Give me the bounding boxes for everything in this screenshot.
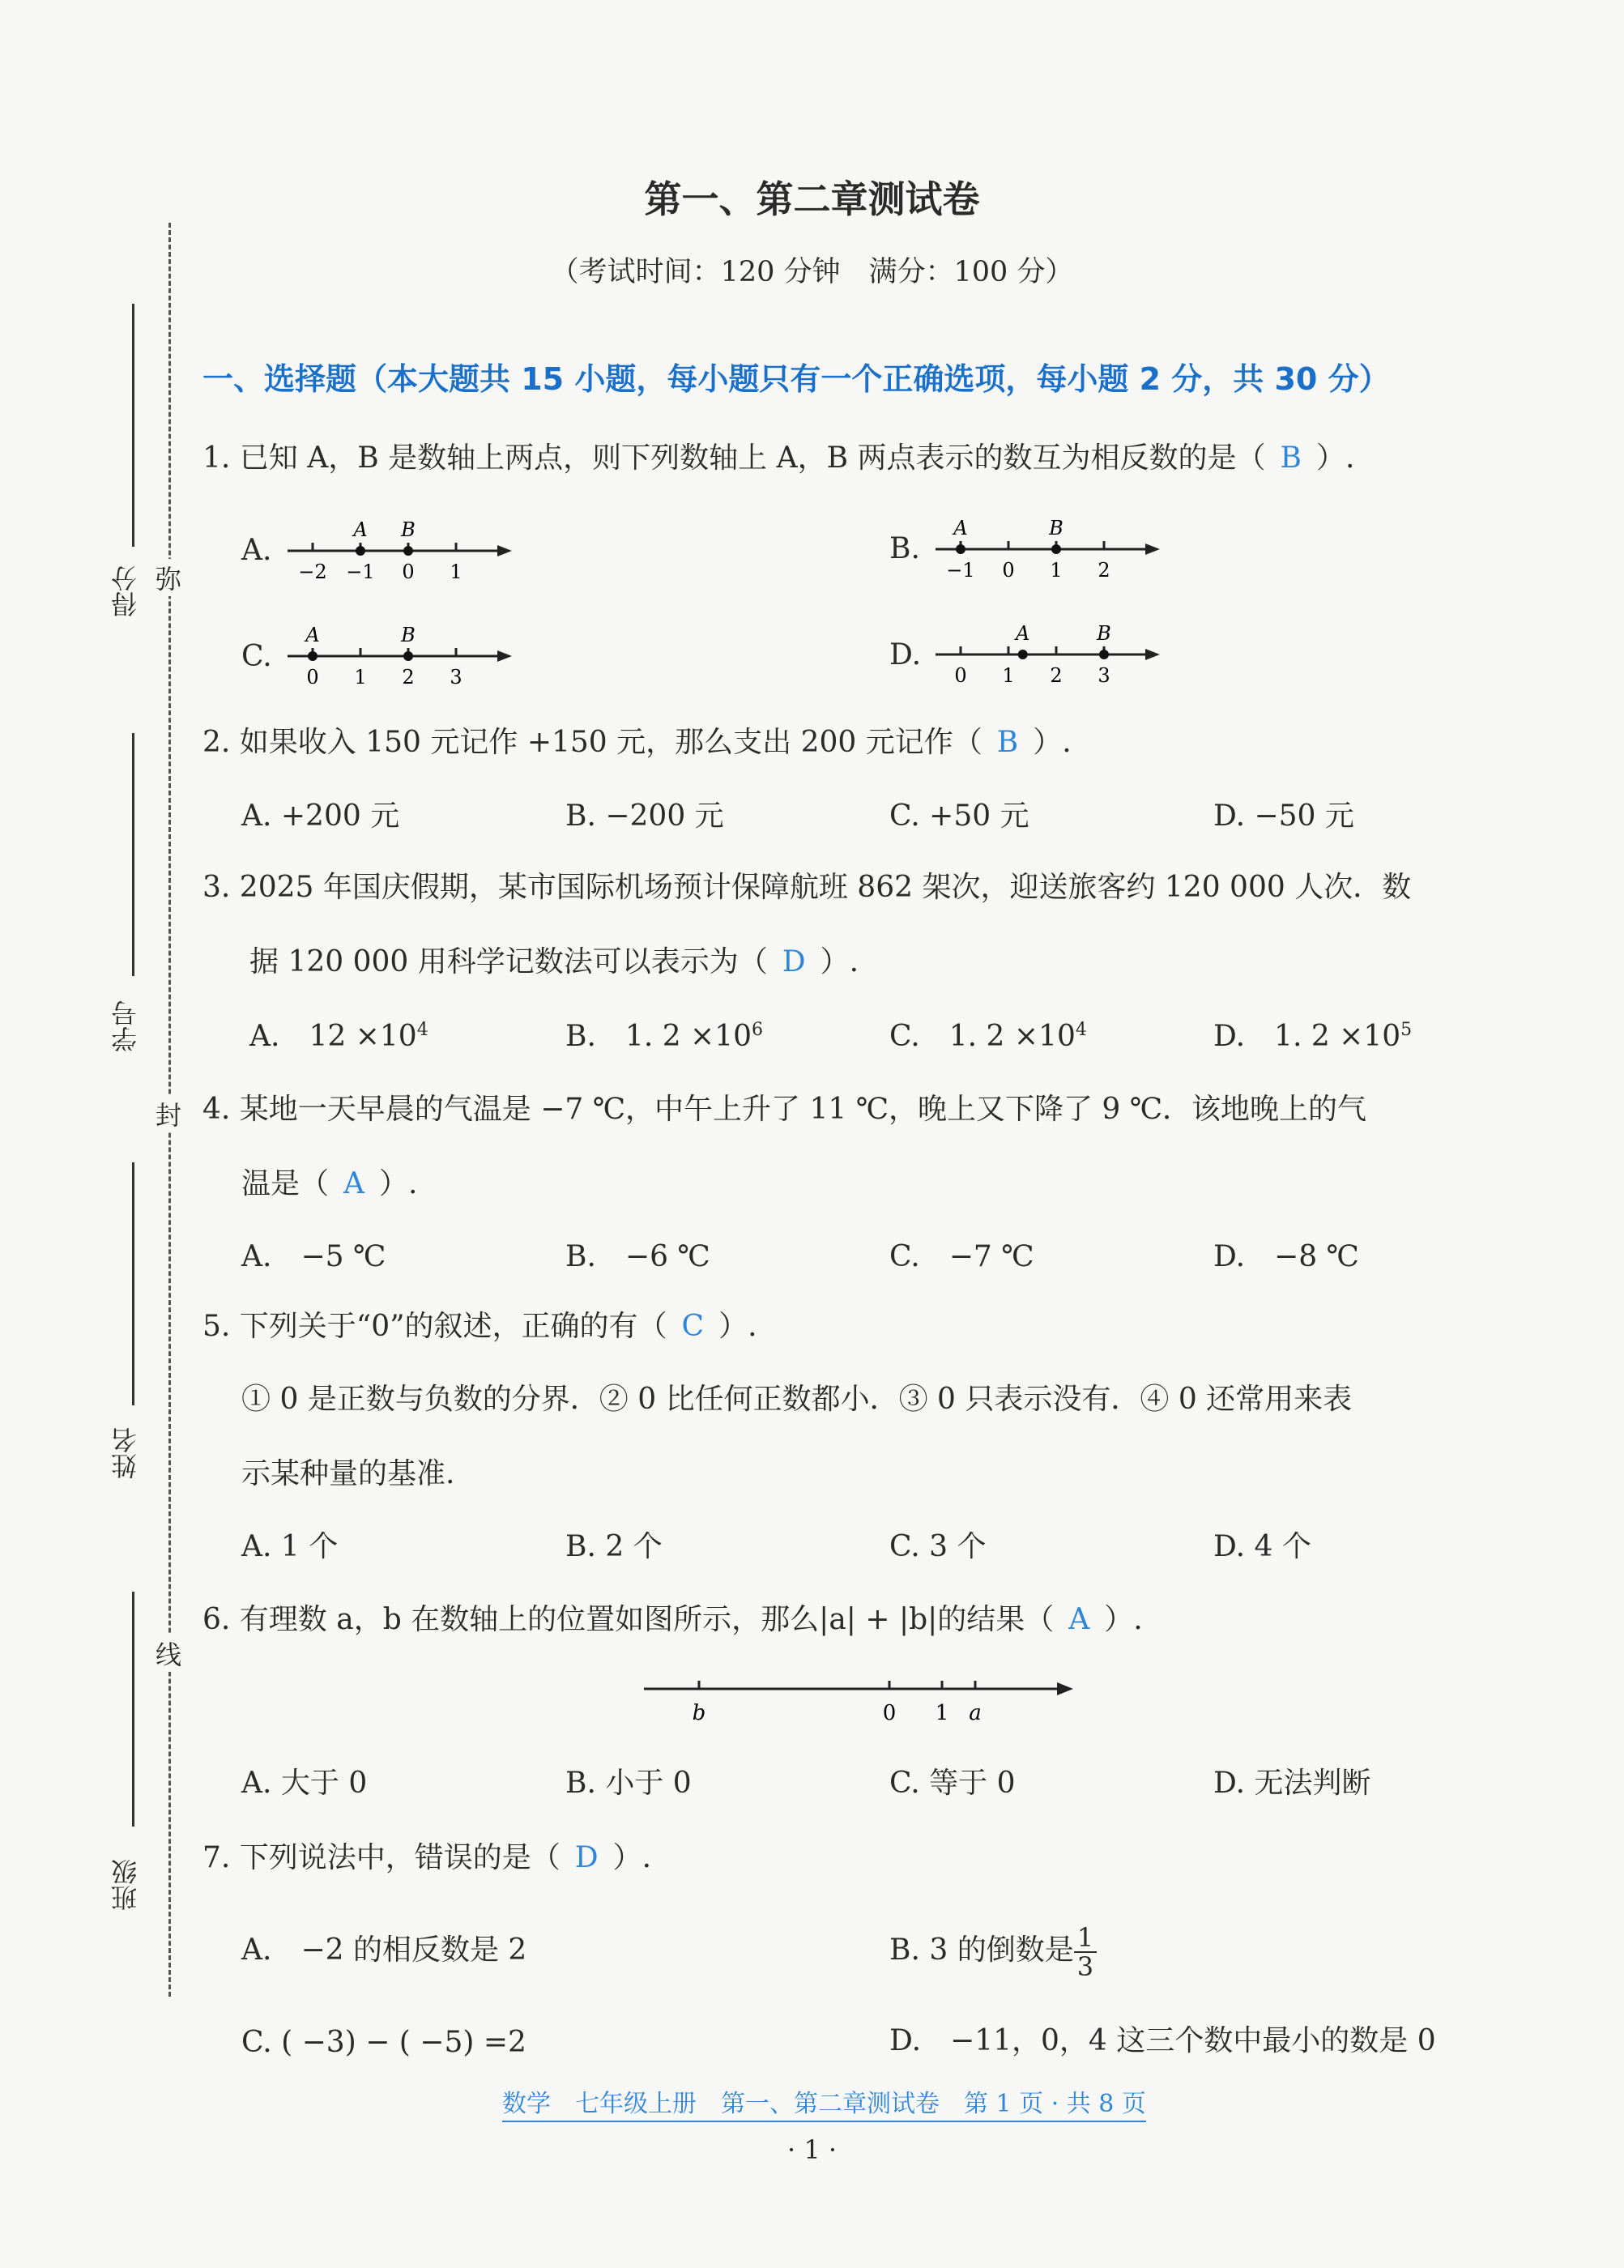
q5-option-d: D. 4 个 bbox=[1213, 1530, 1311, 1563]
q3-option-d-exp: 5 bbox=[1400, 1020, 1413, 1040]
tick-label: −1 bbox=[946, 559, 975, 582]
q3-option-b bbox=[565, 1017, 763, 1056]
name-label: 姓名 bbox=[110, 1427, 141, 1479]
point-b bbox=[403, 546, 413, 556]
question-1-stem-end: ）. bbox=[1315, 441, 1355, 475]
tick-label: 3 bbox=[450, 666, 462, 688]
point-b bbox=[1099, 650, 1109, 659]
point-a bbox=[956, 544, 965, 554]
question-2-stem-end: ）. bbox=[1033, 726, 1072, 759]
question-5-answer: C bbox=[681, 1310, 705, 1343]
q1-option-c-label: C. bbox=[241, 640, 272, 673]
class-label: 班级 bbox=[110, 1859, 141, 1911]
tick-label: 1 bbox=[1002, 664, 1015, 687]
question-7 bbox=[202, 1839, 651, 1878]
tick-label: 0 bbox=[1002, 559, 1015, 582]
tick-label: 1 bbox=[354, 666, 367, 688]
question-5 bbox=[202, 1307, 757, 1346]
q6-option-a: A. 大于 0 bbox=[241, 1767, 368, 1800]
q1-option-d-label: D. bbox=[889, 638, 922, 671]
question-6-stem-end: ）. bbox=[1104, 1603, 1143, 1636]
q3-option-b-base: 1. 2 ×10 bbox=[624, 1020, 752, 1053]
student-id-label: 学号 bbox=[110, 1000, 141, 1052]
q6-option-b: B. 小于 0 bbox=[565, 1767, 692, 1800]
q5-option-c: C. 3 个 bbox=[889, 1530, 987, 1563]
q1-option-b-numberline bbox=[931, 510, 1166, 583]
question-4-line2 bbox=[241, 1165, 417, 1204]
question-6-stem: 6. 有理数 a，b 在数轴上的位置如图所示，那么|a| + |b|的结果（ bbox=[202, 1603, 1055, 1636]
question-4-answer: A bbox=[343, 1167, 365, 1200]
point-label-b: B bbox=[401, 624, 416, 646]
tick-label: 2 bbox=[1098, 559, 1110, 582]
question-7-stem: 7. 下列说法中，错误的是（ bbox=[202, 1841, 561, 1874]
point-b bbox=[403, 651, 413, 661]
q3-option-a-base: 12 ×10 bbox=[309, 1020, 417, 1053]
q4-option-d: D. −8 ℃ bbox=[1213, 1240, 1359, 1273]
fraction-numerator: 1 bbox=[1074, 1924, 1097, 1953]
q2-option-c: C. +50 元 bbox=[889, 799, 1029, 833]
tick-label-0: 0 bbox=[882, 1701, 897, 1725]
q1-option-b-label: B. bbox=[889, 532, 920, 565]
axis-arrow bbox=[497, 650, 512, 662]
question-5-stem-end: ）. bbox=[718, 1310, 757, 1343]
tick-label: 0 bbox=[306, 666, 319, 688]
q3-option-a-exp: 4 bbox=[416, 1020, 428, 1040]
point-label-a: A bbox=[305, 624, 320, 646]
q5-option-a: A. 1 个 bbox=[241, 1530, 339, 1563]
fraction-denominator: 3 bbox=[1076, 1951, 1094, 1982]
question-2 bbox=[202, 723, 1072, 762]
tick-label-a: a bbox=[969, 1701, 982, 1725]
page-number: · 1 · bbox=[786, 2134, 838, 2165]
point-b bbox=[1051, 544, 1061, 554]
question-6 bbox=[202, 1601, 1143, 1639]
point-a bbox=[1018, 650, 1028, 659]
q3-option-d-label: D. bbox=[1213, 1020, 1246, 1053]
point-label-b: B bbox=[1049, 517, 1063, 539]
q4-option-a: A. −5 ℃ bbox=[241, 1240, 386, 1273]
question-5-stem: 5. 下列关于“0”的叙述，正确的有（ bbox=[202, 1310, 667, 1343]
score-line bbox=[132, 304, 134, 547]
question-3-stem: 据 120 000 用科学记数法可以表示为（ bbox=[249, 945, 768, 978]
q7-option-b-text: B. 3 的倒数是 bbox=[889, 1933, 1074, 1967]
question-4-line1: 4. 某地一天早晨的气温是 −7 ℃，中午上升了 11 ℃，晚上又下降了 9 ℃．该地晚上的气 bbox=[202, 1093, 1367, 1126]
question-7-stem-end: ）. bbox=[612, 1841, 652, 1874]
score-label: 得分 bbox=[110, 565, 141, 617]
question-3-line1: 3. 2025 年国庆假期，某市国际机场预计保障航班 862 架次，迎送旅客约 120 000 人次．数 bbox=[202, 871, 1412, 904]
q7-option-a: A. −2 的相反数是 2 bbox=[241, 1933, 527, 1967]
student-id-line bbox=[132, 733, 134, 976]
q7-option-d: D. −11，0，4 这三个数中最小的数是 0 bbox=[889, 2024, 1436, 2057]
q3-option-c-exp: 4 bbox=[1075, 1020, 1087, 1040]
q3-option-b-exp: 6 bbox=[752, 1020, 764, 1040]
point-label-a: A bbox=[353, 518, 368, 541]
question-1-stem: 1. 已知 A，B 是数轴上两点，则下列数轴上 A，B 两点表示的数互为相反数的是（ bbox=[202, 441, 1266, 475]
q1-option-a-numberline bbox=[283, 512, 518, 585]
q3-option-d-base: 1. 2 ×10 bbox=[1274, 1020, 1401, 1053]
q6-numberline bbox=[640, 1665, 1077, 1729]
question-6-answer: A bbox=[1068, 1603, 1090, 1636]
question-3-answer: D bbox=[782, 945, 806, 978]
q4-option-c: C. −7 ℃ bbox=[889, 1240, 1034, 1273]
seal-char-feng: 封 bbox=[156, 1095, 181, 1132]
point-a bbox=[356, 546, 365, 556]
q3-option-d bbox=[1213, 1017, 1412, 1056]
q2-option-b: B. −200 元 bbox=[565, 799, 724, 833]
point-label-b: B bbox=[401, 518, 416, 541]
name-line bbox=[132, 1162, 134, 1405]
tick-label: 2 bbox=[1050, 664, 1063, 687]
tick-label-b: b bbox=[692, 1701, 706, 1725]
page-title: 第一、第二章测试卷 bbox=[644, 177, 980, 221]
seal-char-xian: 线 bbox=[156, 1635, 181, 1672]
class-line bbox=[132, 1592, 134, 1827]
tick-label: 3 bbox=[1098, 664, 1110, 687]
q1-option-d-numberline bbox=[931, 616, 1166, 688]
question-2-answer: B bbox=[996, 726, 1019, 759]
q7-option-c: C. ( −3) − ( −5) =2 bbox=[241, 2026, 526, 2059]
axis-arrow bbox=[1057, 1682, 1073, 1695]
point-label-a: A bbox=[953, 517, 968, 539]
point-label-b: B bbox=[1097, 622, 1111, 645]
tick-label: 0 bbox=[954, 664, 967, 687]
question-2-stem: 2. 如果收入 150 元记作 +150 元，那么支出 200 元记作（ bbox=[202, 726, 982, 759]
q1-option-c-numberline bbox=[283, 617, 518, 690]
q5-option-b: B. 2 个 bbox=[565, 1530, 663, 1563]
q4-option-b: B. −6 ℃ bbox=[565, 1240, 710, 1273]
q6-option-c: C. 等于 0 bbox=[889, 1767, 1016, 1800]
question-4-stem: 温是（ bbox=[241, 1167, 330, 1200]
q3-option-c-base: 1. 2 ×10 bbox=[948, 1020, 1076, 1053]
q7-option-b-fraction bbox=[1074, 1924, 1097, 1980]
point-label-a: A bbox=[1016, 622, 1030, 645]
q3-option-a bbox=[249, 1017, 428, 1056]
question-1 bbox=[202, 439, 1354, 478]
question-4-stem-end: ）. bbox=[379, 1167, 418, 1200]
q2-option-a: A. +200 元 bbox=[241, 799, 400, 833]
q3-option-b-label: B. bbox=[565, 1020, 596, 1053]
q7-option-b bbox=[889, 1921, 1097, 1980]
question-1-answer: B bbox=[1280, 441, 1302, 475]
question-3-line2 bbox=[249, 943, 859, 982]
tick-label: −1 bbox=[346, 561, 375, 583]
exam-info: （考试时间：120 分钟 满分：100 分） bbox=[550, 256, 1074, 288]
point-a bbox=[308, 651, 318, 661]
q1-option-a-label: A. bbox=[241, 534, 272, 567]
question-3-stem-end: ）. bbox=[820, 945, 859, 978]
q5-statements-line2: 示某种量的基准. bbox=[241, 1457, 455, 1490]
axis-arrow bbox=[1145, 649, 1160, 660]
q3-option-c-label: C. bbox=[889, 1020, 920, 1053]
q3-option-a-label: A. bbox=[249, 1020, 280, 1053]
tick-label: 1 bbox=[450, 561, 462, 583]
q6-option-d: D. 无法判断 bbox=[1213, 1767, 1371, 1800]
question-7-answer: D bbox=[574, 1841, 599, 1874]
q2-option-d: D. −50 元 bbox=[1213, 799, 1354, 833]
footer-course-line: 数学 七年级上册 第一、第二章测试卷 第 1 页 · 共 8 页 bbox=[502, 2088, 1146, 2122]
axis-arrow bbox=[497, 545, 512, 556]
axis-arrow bbox=[1145, 544, 1160, 555]
q3-option-c bbox=[889, 1017, 1087, 1056]
seal-char-mi: 弥 bbox=[156, 559, 181, 596]
tick-label-1: 1 bbox=[935, 1701, 949, 1725]
tick-label: 1 bbox=[1050, 559, 1063, 582]
q5-statements-line1: ① 0 是正数与负数的分界．② 0 比任何正数都小．③ 0 只表示没有．④ 0 还常用来表 bbox=[241, 1383, 1353, 1416]
tick-label: 2 bbox=[402, 666, 415, 688]
tick-label: 0 bbox=[402, 561, 415, 583]
section-heading: 一、选择题（本大题共 15 小题，每小题只有一个正确选项，每小题 2 分，共 30 分） bbox=[202, 361, 1390, 397]
tick-label: −2 bbox=[298, 561, 327, 583]
